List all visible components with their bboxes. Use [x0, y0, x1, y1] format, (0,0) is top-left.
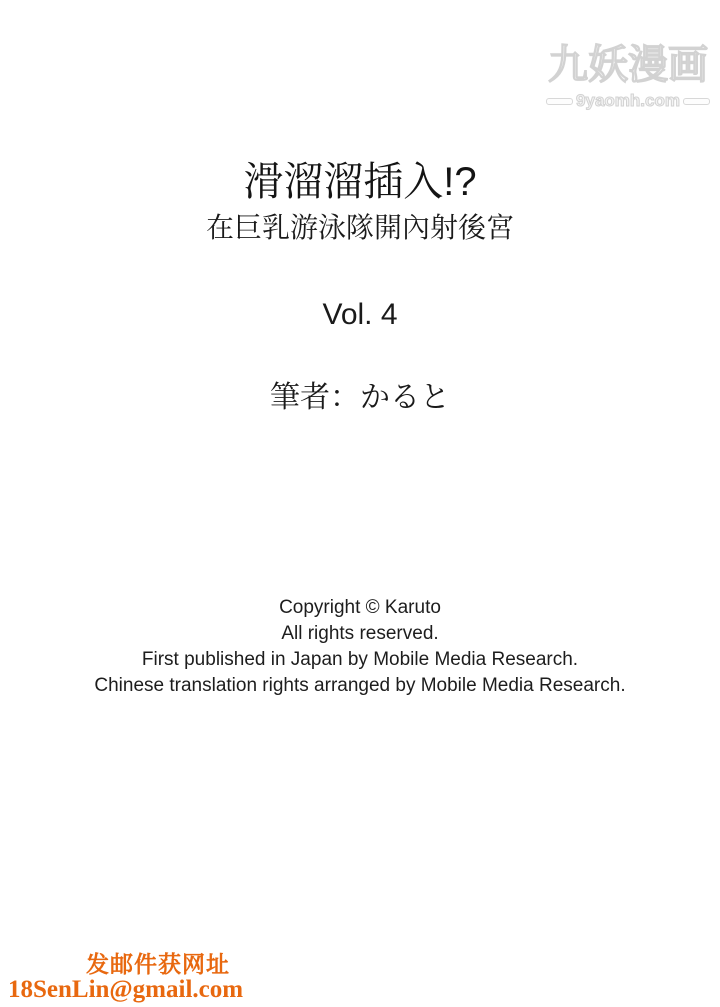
- footer-contact: [8, 951, 244, 1003]
- watermark-dash-left-icon: [546, 98, 573, 105]
- watermark-logo-text: 九妖漫画: [548, 43, 708, 87]
- site-watermark: [546, 44, 710, 111]
- copyright-block: [0, 595, 720, 699]
- volume-label: Vol. 4: [322, 298, 398, 331]
- copyright-line: Chinese translation rights arranged by Mobile Media Research.: [94, 675, 626, 696]
- contact-note: 发邮件获网址: [86, 952, 230, 977]
- copyright-line: First published in Japan by Mobile Media Research.: [141, 649, 579, 670]
- copyright-line: Copyright © Karuto: [279, 597, 441, 618]
- page-subtitle: 在巨乳游泳隊開內射後宮: [205, 212, 514, 243]
- watermark-dash-right-icon: [683, 98, 710, 105]
- watermark-site-row: [546, 91, 710, 111]
- watermark-site-url: 9yaomh.com: [576, 91, 680, 110]
- author-label: 筆者：かると: [270, 381, 450, 414]
- copyright-line: All rights reserved.: [281, 623, 439, 644]
- contact-email: 18SenLin@gmail.com: [8, 976, 244, 1003]
- page-title: 滑溜溜插入!?: [243, 160, 477, 204]
